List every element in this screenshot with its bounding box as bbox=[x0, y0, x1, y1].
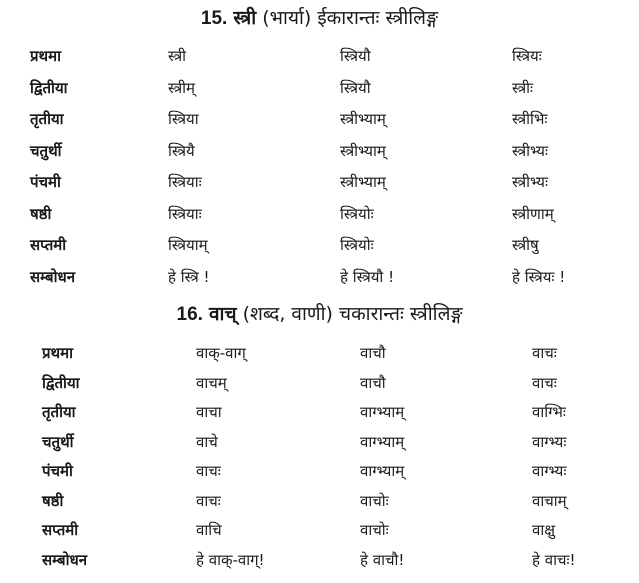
plural-form: स्त्रियः bbox=[512, 47, 542, 65]
dual-form: वाचोः bbox=[360, 521, 389, 539]
singular-form: स्त्रीम् bbox=[168, 78, 195, 97]
plural-form: स्त्रीषु bbox=[512, 236, 539, 254]
table-row bbox=[0, 141, 639, 171]
case-name: सम्बोधन bbox=[42, 550, 88, 569]
table-row bbox=[0, 204, 639, 234]
table-row bbox=[0, 402, 639, 432]
case-name: द्वितीया bbox=[42, 373, 80, 392]
plural-form: स्त्रीणाम् bbox=[512, 204, 554, 223]
case-name: पंचमी bbox=[42, 462, 73, 480]
dual-form: हे स्त्रियौ ! bbox=[340, 267, 395, 286]
dual-form: स्त्रियोः bbox=[340, 236, 374, 254]
case-name: प्रथमा bbox=[42, 344, 73, 362]
plural-form: स्त्रीभिः bbox=[512, 110, 548, 128]
dual-form: वाग्भ्याम् bbox=[360, 462, 405, 480]
dual-form: स्त्रीभ्याम् bbox=[340, 110, 386, 128]
plural-form: हे वाचः! bbox=[532, 550, 576, 569]
singular-form: वाचः bbox=[196, 462, 221, 480]
dual-form: स्त्रीभ्याम् bbox=[340, 141, 386, 160]
section-word: वाच् bbox=[208, 303, 237, 325]
singular-form: स्त्रियाम् bbox=[168, 236, 208, 254]
case-name: षष्ठी bbox=[30, 204, 52, 223]
singular-form: स्त्रियाः bbox=[168, 173, 202, 191]
dual-form: स्त्रियोः bbox=[340, 204, 374, 223]
table-row bbox=[0, 550, 639, 580]
section-ending: ईकारान्तः स्त्रीलिङ्ग bbox=[317, 7, 439, 29]
singular-form: वाचा bbox=[196, 403, 222, 421]
section-number: 16. bbox=[176, 304, 203, 325]
case-name: सप्तमी bbox=[30, 236, 67, 254]
section-word: स्त्री bbox=[233, 7, 257, 29]
table-row bbox=[0, 109, 639, 139]
plural-form: वाचः bbox=[532, 344, 557, 362]
table-row bbox=[0, 267, 639, 297]
table-row bbox=[0, 432, 639, 462]
singular-form: वाक्-वाग् bbox=[196, 344, 246, 362]
singular-form: स्त्री bbox=[168, 47, 187, 65]
dual-form: स्त्रीभ्याम् bbox=[340, 173, 386, 191]
table-row bbox=[0, 46, 639, 76]
singular-form: स्त्रिया bbox=[168, 110, 199, 128]
table-row bbox=[0, 343, 639, 373]
dual-form: स्त्रियौ bbox=[340, 47, 371, 65]
singular-form: वाचि bbox=[196, 521, 222, 539]
singular-form: वाचे bbox=[196, 432, 218, 451]
plural-form: वाग्भिः bbox=[532, 403, 566, 421]
singular-form: स्त्रियाः bbox=[168, 204, 202, 223]
plural-form: वाग्भ्यः bbox=[532, 432, 567, 451]
case-name: सप्तमी bbox=[42, 521, 79, 539]
plural-form: वाक्षु bbox=[532, 521, 555, 539]
dual-form: स्त्रियौ bbox=[340, 78, 371, 97]
table-row bbox=[0, 491, 639, 521]
case-name: द्वितीया bbox=[30, 78, 68, 97]
plural-form: स्त्रीभ्यः bbox=[512, 141, 548, 160]
case-name: पंचमी bbox=[30, 173, 61, 191]
plural-form: वाग्भ्यः bbox=[532, 462, 567, 480]
table-row bbox=[0, 461, 639, 491]
case-name: तृतीया bbox=[30, 110, 64, 128]
case-name: षष्ठी bbox=[42, 491, 64, 510]
singular-form: हे वाक्-वाग्! bbox=[196, 550, 265, 569]
case-name: चतुर्थी bbox=[30, 141, 62, 160]
table-row bbox=[0, 78, 639, 108]
section-heading-stri bbox=[0, 4, 639, 30]
table-row bbox=[0, 520, 639, 550]
table-row bbox=[0, 235, 639, 265]
plural-form: हे स्त्रियः ! bbox=[512, 267, 566, 286]
dual-form: वाग्भ्याम् bbox=[360, 432, 405, 451]
dual-form: वाचौ bbox=[360, 373, 386, 392]
singular-form: वाचम् bbox=[196, 373, 227, 392]
case-name: चतुर्थी bbox=[42, 432, 74, 451]
case-name: तृतीया bbox=[42, 403, 76, 421]
section-meaning: (भार्या) bbox=[262, 7, 312, 29]
section-meaning: (शब्द, वाणी) bbox=[242, 303, 333, 325]
table-row bbox=[0, 172, 639, 202]
plural-form: स्त्रीभ्यः bbox=[512, 173, 548, 191]
plural-form: स्त्रीः bbox=[512, 78, 534, 97]
plural-form: वाचः bbox=[532, 373, 557, 392]
dual-form: वाग्भ्याम् bbox=[360, 403, 405, 421]
section-ending: चकारान्तः स्त्रीलिङ्ग bbox=[339, 303, 463, 325]
case-name: सम्बोधन bbox=[30, 267, 76, 286]
dual-form: हे वाचौ! bbox=[360, 550, 405, 569]
dual-form: वाचोः bbox=[360, 491, 389, 510]
case-name: प्रथमा bbox=[30, 47, 61, 65]
singular-form: स्त्रियै bbox=[168, 141, 195, 160]
dual-form: वाचौ bbox=[360, 344, 386, 362]
section-heading-vach bbox=[0, 300, 639, 326]
table-row bbox=[0, 373, 639, 403]
section-number: 15. bbox=[200, 8, 228, 29]
plural-form: वाचाम् bbox=[532, 491, 567, 510]
singular-form: वाचः bbox=[196, 491, 221, 510]
singular-form: हे स्त्रि ! bbox=[168, 267, 210, 286]
